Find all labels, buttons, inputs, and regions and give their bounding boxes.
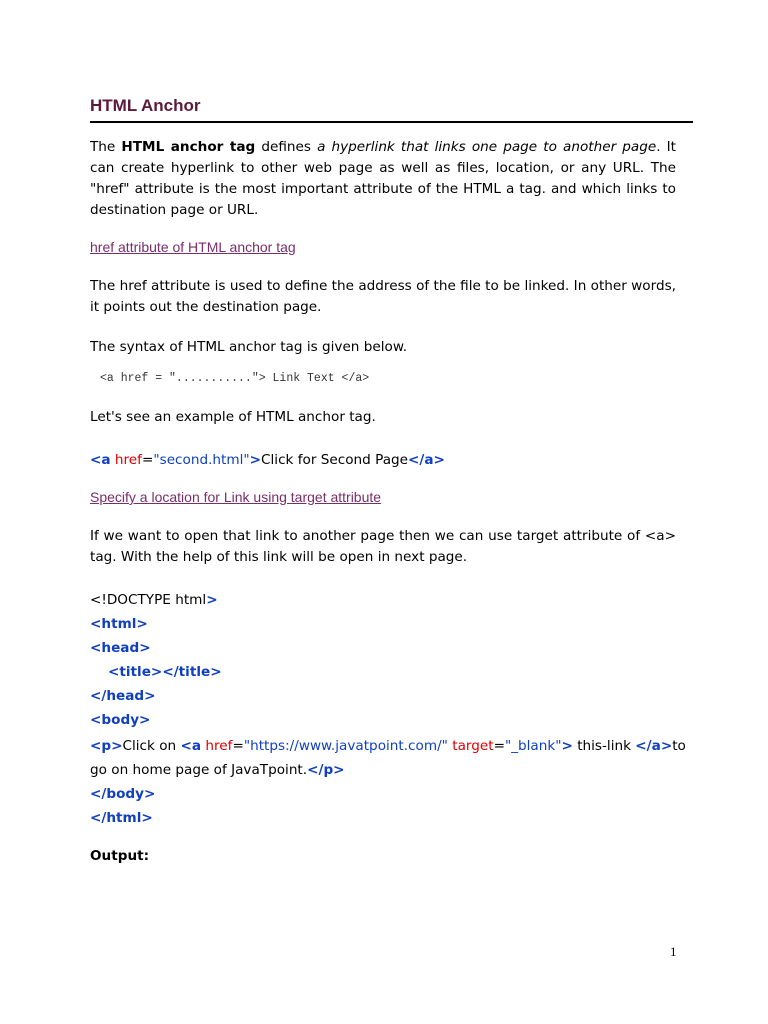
syntax-intro: The syntax of HTML anchor tag is given below. <box>90 339 408 355</box>
code-head-close: </head> <box>90 688 156 704</box>
bold-term: HTML anchor tag <box>121 139 256 155</box>
target-attribute-link[interactable]: Specify a location for Link using target attribute <box>90 489 382 505</box>
example-code: <a href="second.html">Click for Second Page</a> <box>90 452 445 468</box>
code-p-line-2: go on home page of JavaTpoint.</p> <box>90 762 345 778</box>
code-html-open: <html> <box>90 616 148 632</box>
page-number: 1 <box>670 944 677 959</box>
code-body-open: <body> <box>90 712 151 728</box>
code-html-close: </html> <box>90 810 153 826</box>
href-paragraph: The href attribute is used to define the address of the file to be linked. In other words, it points out the destination page. <box>90 278 676 315</box>
section-heading: HTML Anchor <box>90 96 693 123</box>
code-doctype: <!DOCTYPE html> <box>90 592 218 608</box>
code-p-line: <p>Click on <a href="https://www.javatpoint.com/" target="_blank"> this-link </a>to <box>90 738 686 754</box>
href-attribute-link[interactable]: href attribute of HTML anchor tag <box>90 239 296 255</box>
target-paragraph: If we want to open that link to another page then we can use target attribute of <a> tag. With the help of this link will be open in next page. <box>90 528 676 565</box>
intro-paragraph: The HTML anchor tag defines a hyperlink that links one page to another page. It can create hyperlink to other web page as well as files, location, or any URL. The "href" attribute is the most important attribute of the HTML a tag. and which links to destination page or URL. <box>90 139 676 218</box>
code-body-close: </body> <box>90 786 156 802</box>
example-intro: Let's see an example of HTML anchor tag. <box>90 409 376 425</box>
code-head-open: <head> <box>90 640 151 656</box>
code-title: <title></title> <box>108 664 222 680</box>
italic-definition: a hyperlink that links one page to another page <box>317 139 657 155</box>
output-label: Output: <box>90 848 150 864</box>
syntax-code: <a href = "..........."> Link Text </a> <box>100 372 370 385</box>
